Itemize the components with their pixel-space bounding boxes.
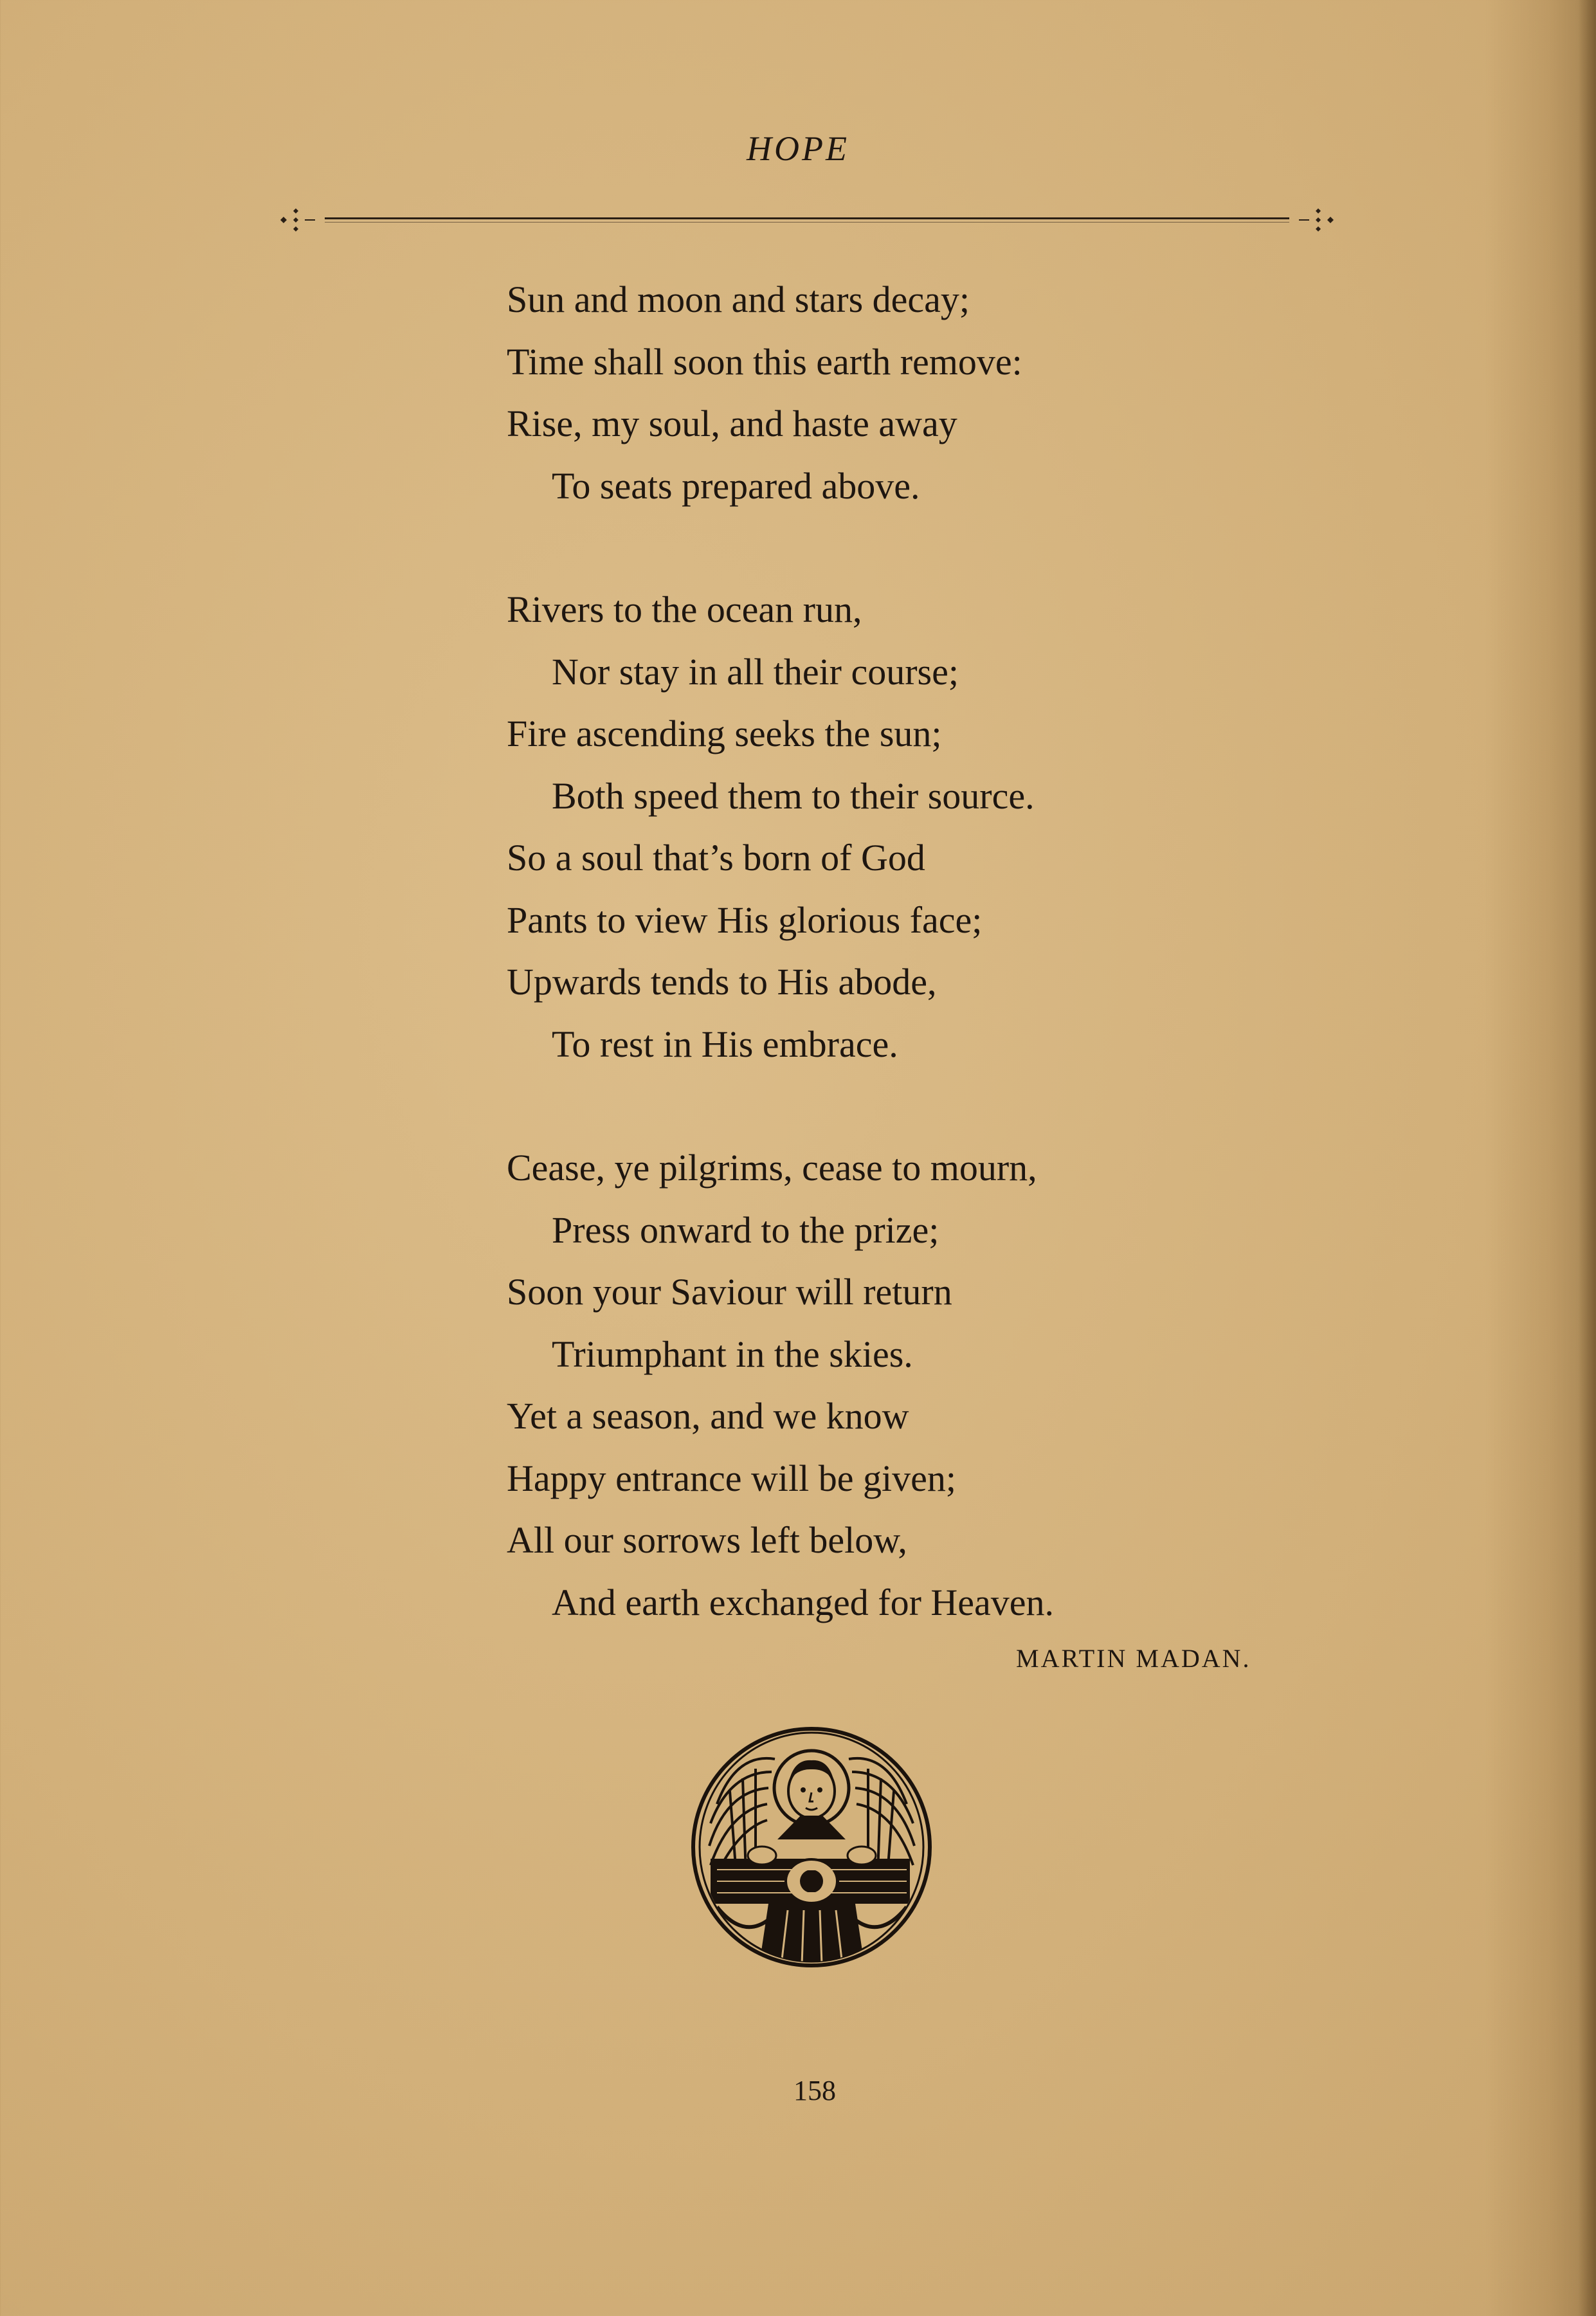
header-rule-thin — [325, 222, 1289, 223]
poem-line: Soon your Saviour will return — [507, 1271, 952, 1313]
poem-line: Rise, my soul, and haste away — [507, 403, 957, 444]
page-edge-shadow — [1578, 0, 1596, 2316]
running-head-title: HOPE — [747, 129, 849, 168]
page-number: 158 — [793, 2075, 836, 2106]
poem-line: To rest in His embrace. — [552, 1023, 898, 1065]
poem-line: Sun and moon and stars decay; — [507, 278, 970, 320]
stanza — [507, 579, 1343, 1075]
poem-line: Pants to view His glorious face; — [507, 898, 983, 941]
poem-line: Triumphant in the skies. — [552, 1333, 913, 1375]
diamond-dots-icon — [277, 201, 315, 239]
poem-line: Rivers to the ocean run, — [507, 588, 862, 630]
stanza — [507, 269, 1343, 517]
poem-line: Yet a season, and we know — [507, 1395, 909, 1437]
poem-line: Happy entrance will be given; — [507, 1457, 956, 1499]
header-rule-thick — [325, 217, 1289, 219]
poem-line: And earth exchanged for Heaven. — [552, 1581, 1055, 1623]
poem-line: To seats prepared above. — [552, 464, 920, 507]
poem-line: All our sorrows left below, — [507, 1519, 907, 1561]
poem-line: Fire ascending seeks the sun; — [507, 713, 942, 754]
running-head — [0, 129, 1596, 169]
poem-line: Cease, ye pilgrims, cease to mourn, — [507, 1147, 1037, 1189]
poem-line: So a soul that’s born of God — [507, 837, 925, 879]
poem-line: Upwards tends to His abode, — [507, 961, 937, 1003]
stanza — [507, 1137, 1343, 1634]
poem — [507, 269, 1343, 1695]
diamond-dots-icon — [1299, 201, 1338, 239]
poem-line: Both speed them to their source. — [552, 774, 1035, 817]
angel-with-lute-vignette-icon — [691, 1727, 932, 1968]
poem-line: Time shall soon this earth remove: — [507, 340, 1022, 383]
author-attribution: MARTIN MADAN. — [1016, 1644, 1251, 1673]
header-rule — [277, 201, 1338, 239]
poem-line: Press onward to the prize; — [552, 1208, 939, 1251]
poem-line: Nor stay in all their course; — [552, 650, 959, 693]
